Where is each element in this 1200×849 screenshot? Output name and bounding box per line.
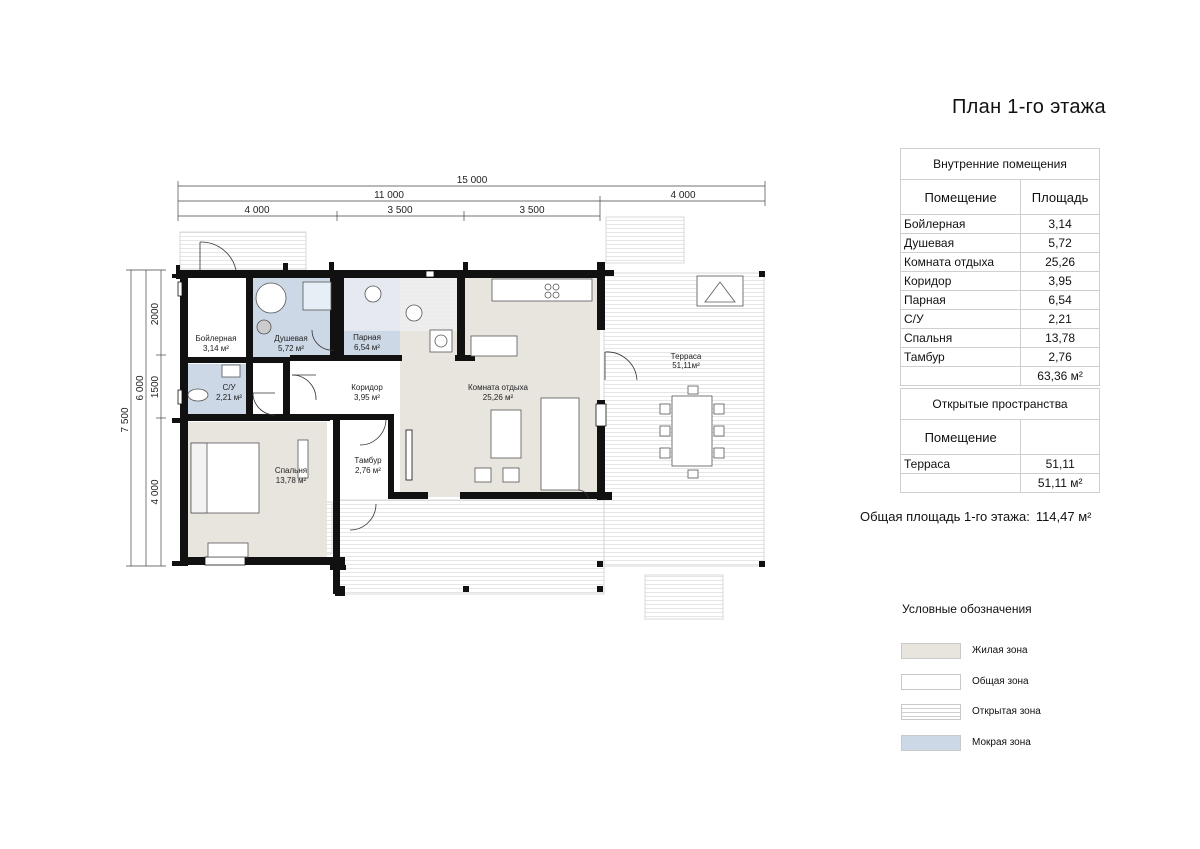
legend-label-living: Жилая зона	[972, 645, 1028, 656]
room-name-corridor: Коридор	[351, 383, 383, 392]
room-name-lounge: Комната отдыха	[468, 383, 528, 392]
inner-total: 63,36 м²	[1021, 367, 1100, 386]
dim-left-seg3: 4 000	[150, 479, 161, 505]
room-area-lounge: 25,26 м²	[482, 393, 514, 402]
room-name-bedroom: Спальня	[274, 466, 308, 475]
dim-left-house: 6 000	[135, 375, 146, 401]
table-total-row	[901, 474, 1100, 493]
table-row: Тамбур 2,76	[901, 348, 1100, 367]
room-area-steam: 6,54 м²	[354, 343, 380, 352]
terrace-front	[337, 500, 604, 594]
room-area-wc: 2,21 м²	[216, 393, 242, 402]
dim-top-total: 15 000	[456, 175, 488, 186]
table-row: Спальня 13,78	[901, 329, 1100, 348]
legend-swatch-open	[901, 704, 961, 720]
outer-total: 51,11 м²	[1021, 474, 1100, 493]
table-row: Душевая 5,72	[901, 234, 1100, 253]
room-name-shower: Душевая	[274, 334, 308, 343]
outer-col-room: Помещение	[901, 420, 1021, 455]
room-area-shower: 5,72 м²	[278, 344, 304, 353]
room-area-boiler: 3,14 м²	[203, 344, 229, 353]
dim-top-seg3: 3 500	[519, 205, 545, 216]
total-area-value: 114,47 м²	[1035, 509, 1092, 524]
steps-top-right	[606, 217, 684, 263]
room-name-wc: С/У	[222, 383, 236, 392]
outer-table-caption: Открытые пространства	[901, 389, 1100, 420]
dim-top-terrace: 4 000	[670, 190, 696, 201]
dim-left-seg2: 1500	[150, 375, 161, 399]
room-area-terrace: 51,11м²	[672, 361, 700, 370]
total-area-label: Общая площадь 1-го этажа:	[860, 509, 1030, 524]
table-row: С/У 2,21	[901, 310, 1100, 329]
legend-label-open: Открытая зона	[972, 706, 1041, 717]
legend-swatch-living	[901, 643, 961, 659]
inner-table-caption: Внутренние помещения	[901, 149, 1100, 180]
dim-left-total: 7 500	[120, 407, 131, 433]
legend-swatch-wet	[901, 735, 961, 751]
room-area-corridor: 3,95 м²	[354, 393, 380, 402]
room-area-vestibule: 2,76 м²	[355, 466, 381, 475]
steps-bottom	[645, 575, 723, 619]
table-total-row	[901, 367, 1100, 386]
dim-top-house: 11 000	[374, 190, 404, 201]
dim-top-seg2: 3 500	[387, 205, 413, 216]
room-area-bedroom: 13,78 м²	[275, 476, 307, 485]
dim-left-seg1: 2000	[150, 302, 161, 326]
room-name-terrace: Терраса	[670, 352, 702, 361]
inner-col-room: Помещение	[901, 180, 1021, 215]
inner-col-area: Площадь	[1021, 180, 1100, 215]
inner-rooms-table	[900, 148, 1100, 386]
legend-label-wet: Мокрая зона	[972, 737, 1031, 748]
legend-swatch-common	[901, 674, 961, 690]
room-name-boiler: Бойлерная	[195, 334, 237, 343]
room-name-vestibule: Тамбур	[354, 456, 382, 465]
total-area	[860, 509, 1092, 524]
table-row: Терраса 51,11	[901, 455, 1100, 474]
room-name-steam: Парная	[353, 333, 381, 342]
outer-spaces-table	[900, 388, 1100, 493]
table-row: Комната отдыха 25,26	[901, 253, 1100, 272]
table-row: Парная 6,54	[901, 291, 1100, 310]
dim-top-seg1: 4 000	[244, 205, 270, 216]
legend-label-common: Общая зона	[972, 676, 1029, 687]
table-row: Коридор 3,95	[901, 272, 1100, 291]
legend-title: Условные обозначения	[902, 602, 1032, 616]
page-title: План 1-го этажа	[952, 96, 1106, 118]
table-row: Бойлерная 3,14	[901, 215, 1100, 234]
